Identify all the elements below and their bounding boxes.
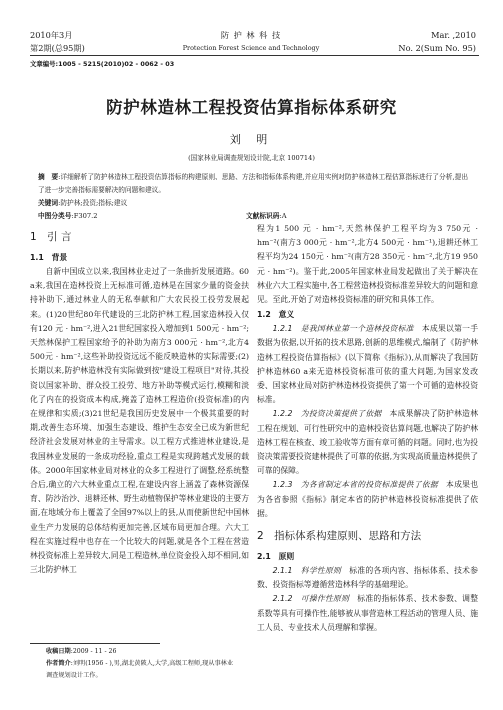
header-issue-cn: 第2期(总95期): [30, 43, 85, 53]
subsection-2-1-1-heading: 2.1.1 科学性原则: [272, 566, 342, 576]
received-date: :2009 - 11 - 26: [70, 648, 117, 655]
footnote-author: [46, 658, 236, 682]
paragraph-2-1-1-text: 标准的各项内容、指标体系、技术参数、投资指标等遵循营造林科学的基础理论。: [257, 566, 479, 590]
classification-number: [38, 210, 97, 220]
document-code-label: 文献标识码: [246, 212, 280, 220]
footnote: [46, 646, 236, 682]
document-code-value: :A: [279, 212, 287, 220]
abstract-paragraph: [38, 171, 468, 197]
header-journal-en: Protection Forest Science and Technology: [182, 44, 320, 52]
paragraph-1-2-2-text: 本成果解决了防护林造林工程在规划、可行性研究中的造林投资估算问题,也解决了防护林造林工程在核查、竣工验收等方面有章可循的问题。同时,也为投资决策需要投资建林提供了可靠的依据,为实现高质量造林提供了可靠的保障。: [257, 409, 479, 476]
header-rule: [30, 55, 479, 56]
header-date-en: Mar. ,2010: [431, 30, 476, 40]
article-number: [30, 59, 174, 69]
subsection-2-1-heading: 2.1 原则: [257, 552, 295, 562]
section-1-heading: 1 引 言: [30, 231, 72, 243]
subsection-1-2-1-heading: 1.2.1 是我国林业第一个造林投资标准: [272, 324, 414, 334]
paragraph-1-2-3: [257, 478, 478, 521]
footnote-received: [46, 646, 236, 658]
subsection-1-2-2-heading: 1.2.2 为投资决策提供了依据: [272, 409, 382, 419]
keywords-text: :防护林;投资;指标;建议: [58, 198, 128, 207]
document-code: [246, 210, 287, 220]
left-column: [30, 222, 249, 577]
paragraph-1-2-2: [257, 407, 478, 478]
subsection-1-1-heading: 1.1 背景: [30, 253, 68, 262]
header-date-cn: 2010年3月: [30, 30, 73, 40]
article-number-text: 文章编号:1005 - 5215(2010)02 - 0062 - 03: [30, 60, 175, 68]
received-label: 收稿日期: [46, 648, 71, 655]
subsection-1-2-heading: 1.2 意义: [257, 310, 295, 320]
keywords-line: [38, 197, 468, 210]
keywords-label: 关键词: [38, 198, 59, 207]
author-bio-text: :刘明(1956 - ),男,湖北黄陂人,大学,高级工程师,现从事林业调查规划设计工作。: [46, 660, 234, 679]
abstract: [38, 171, 468, 209]
paragraph-2-1-2-text: 标准的指标体系、技术参数、调整系数等具有可操作性,能够被从事营造林工程活动的管理人员、施工人员、专业技术人员理解和掌握。: [257, 594, 479, 632]
subsection-2-1-2-heading: 2.1.2 可操作性原则: [272, 594, 350, 604]
author-bio-label: 作者简介: [46, 660, 71, 667]
author-affiliation: (国家林业局调查规划设计院,北京 100714): [188, 154, 315, 162]
header-issue-en: No. 2(Sum No. 95): [398, 43, 476, 53]
footnote-rule: [30, 643, 160, 644]
paragraph-1-2-1: [257, 322, 478, 407]
section-2-heading: 2 指标体系构建原则、思路和方法: [257, 530, 422, 543]
classification-label: 中图分类号: [38, 212, 72, 220]
paragraph-1-2-1-text: 本成果以第一手数据为依据,以开拓的技术思路,创新的思维模式,编制了《防护林造林工程投资估算指标》(以下简称《指标》),从而解决了我国防护林造林60 a来无造林投资标准可依的重大问题,为国家发改委、国家林业局对防护林造林投资提供了第一个可循的造林投资标准。: [257, 324, 479, 405]
header-journal-cn: 防 护 林 科 技: [220, 30, 282, 40]
abstract-text: :详细解析了防护林造林工程投资估算指标的构建原则、思路、方法和指标体系构建,并应用实例对防护林造林工程估算指标进行了分析,提出了进一步完善指标需要解决的问题和建议。: [38, 173, 469, 194]
paragraph-2-1-2: [257, 592, 478, 635]
paragraph-continued: 程为1 500 元 · hm⁻²,天然林保护工程平均为3 750元 · hm⁻²(南方3 000元 · hm⁻²,北方4 500元 · hm⁻¹),退耕还林工程平均为24 150元 · hm⁻²(南方28 350元 · hm⁻²,北方19 950元 · hm⁻²)。鉴于此,2005年国家林业局发起做出了关于解决在林业六大工程实施中,各工程营造林投资标准差异较大的问题和意见。至此,开始了对造林投资标准的研究和具体工作。: [257, 224, 478, 305]
paragraph-background: 自新中国成立以来,我国林业走过了一条曲折发展道路。60 a来,我国在造林投资上无标准可循,造林是在国家少量的资金扶持补助下,通过林业人的无私奉献和广大农民投工投劳发展起来。(1)20世纪80年代建设的三北防护林工程,国家造林投入仅有120 元 · hm⁻²,进入21世纪国家投入增加到1 500元 · hm⁻²;天然林保护工程国家给予的补助为南方3 000元 · hm⁻²,北方4 500元 · hm⁻²,这些补助投资远远不能反映造林的实际需要;(2)长期以来,防护林造林没有实际做到按"建设工程项目"对待,其投资以国家补助、群众投工投劳、地方补助等模式运行,模糊和淡化了内在的投资成本构成,掩盖了造林工程造价(投资标准)的内在规律和实质;(3)21世纪是我国历史发展中一个极其重要的时期,改善生态环境、加强生态建设、维护生态安全已成为新世纪经济社会发展对林业的主导需求。以工程方式推进林业建设,是我国林业发展的一条成功经验,重点工程是实现跨越式发展的载体。2000年国家林业局对林业的众多工程进行了调整,经系统整合后,确立的六大林业重点工程,在建设内容上涵盖了森林资源保育、防沙治沙、退耕还林、野生动植物保护等林业建设的主要方面,在地域分布上覆盖了全国97%以上的县,从而使新世纪中国林业生产力发展的总体结构更加完善,区域布局更加合理。六大工程在实施过程中也存在一个比较大的问题,就是各个工程在营造林投资标准上差异较大,同是工程造林,单位资金投入却不相同,如三北防护林工: [30, 267, 249, 575]
paper-title: 防护林造林工程投资估算指标体系研究: [106, 98, 397, 117]
paragraph-2-1-1: [257, 564, 478, 592]
subsection-1-2-3-heading: 1.2.3 为各省制定本省的投资标准提供了依据: [272, 480, 438, 490]
classification-value: :F307.2: [71, 212, 98, 220]
abstract-label: 摘 要: [38, 173, 59, 181]
author-name: 刘 明: [229, 133, 274, 146]
paragraph-1-2-3-text: 本成果也为各省参照《指标》制定本省的防护林造林投资标准提供了依据。: [257, 480, 479, 518]
right-column: [257, 222, 478, 635]
